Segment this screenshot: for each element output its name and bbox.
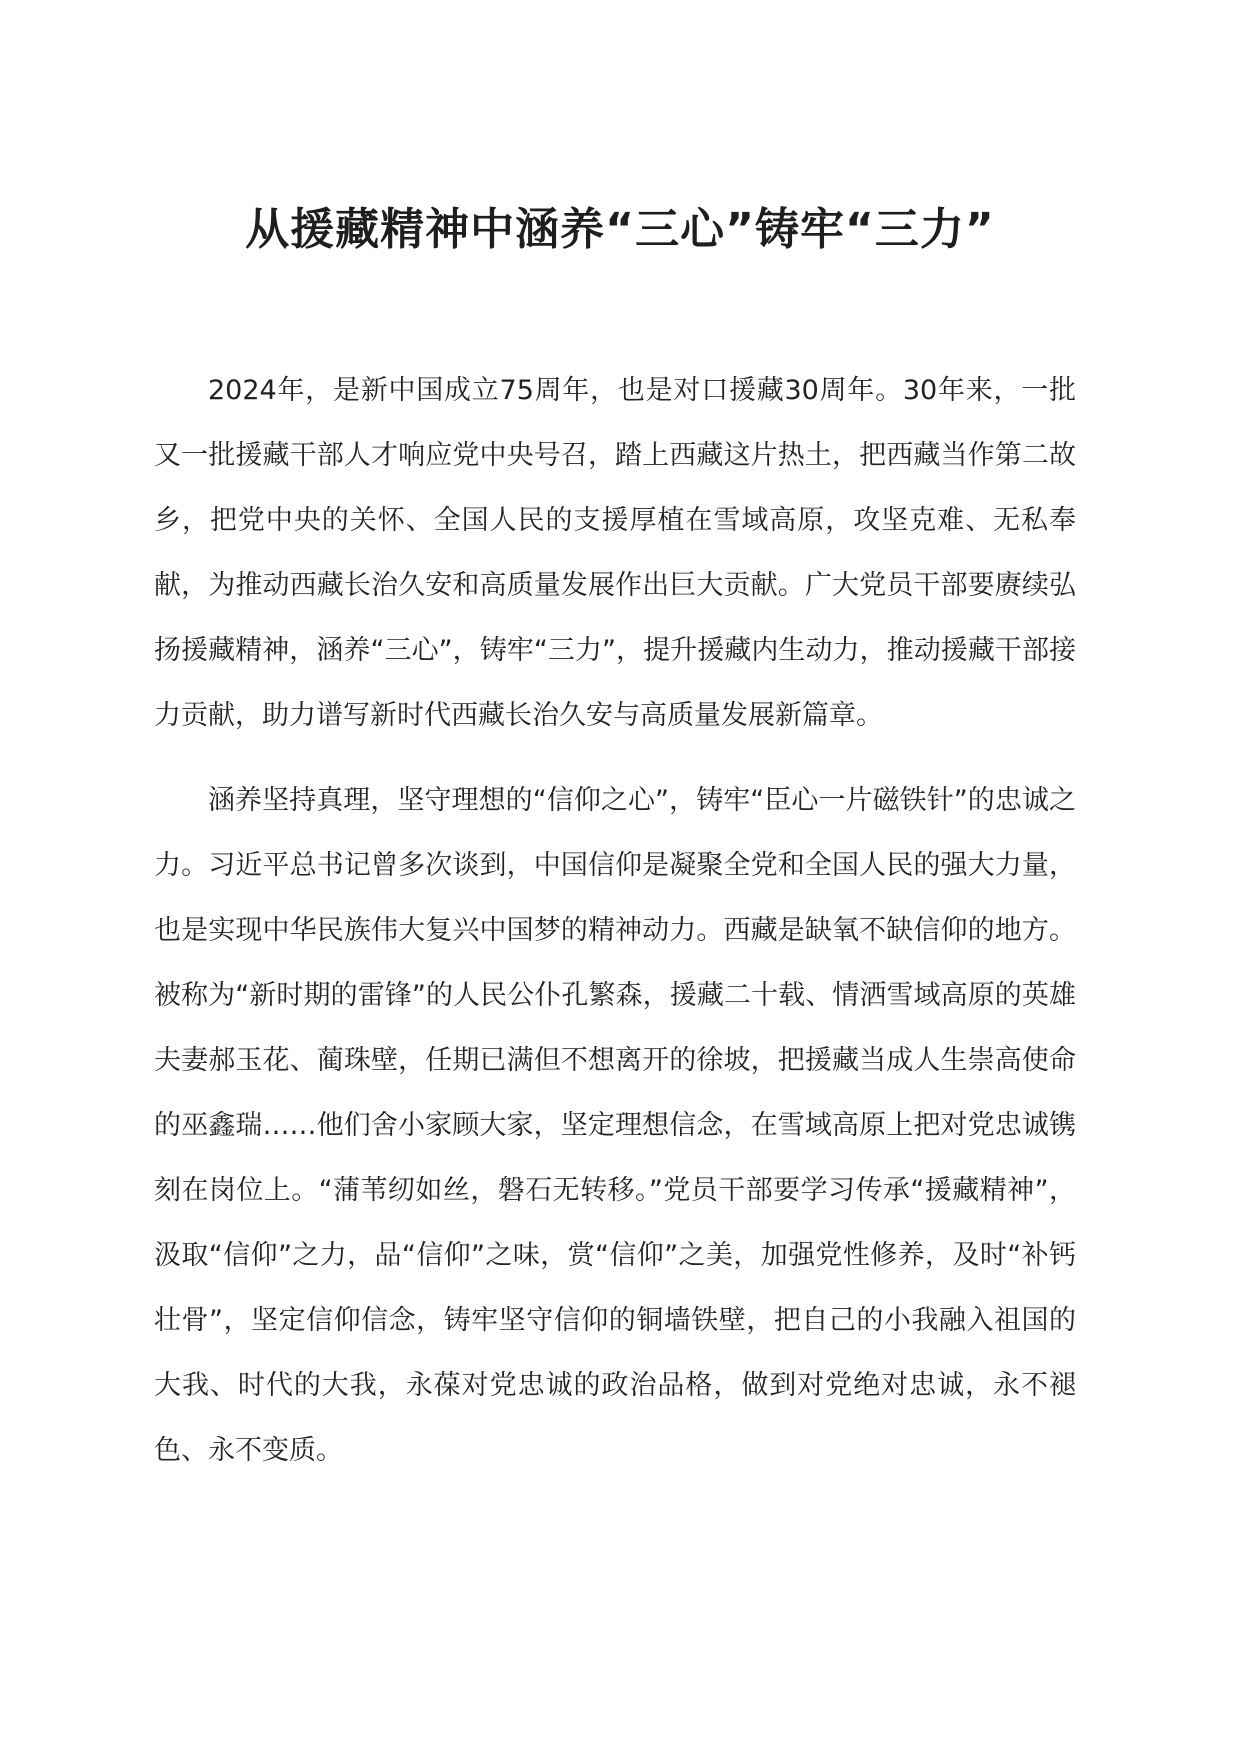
document-title: 从援藏精神中涵养“三心”铸牢“三力” bbox=[245, 204, 995, 255]
document-body bbox=[154, 358, 1076, 1503]
paragraph-1: 2024年，是新中国成立75周年，也是对口援藏30周年。30年来，一批又一批援藏干部人才响应党中央号召，踏上西藏这片热土，把西藏当作第二故乡，把党中央的关怀、全国人民的支援厚植在雪域高原，攻坚克难、无私奉献，为推动西藏长治久安和高质量发展作出巨大贡献。广大党员干部要赓续弘扬援藏精神，涵养“三心”，铸牢“三力”，提升援藏内生动力，推动援藏干部接力贡献，助力谱写新时代西藏长治久安与高质量发展新篇章。 bbox=[154, 375, 1076, 731]
paragraph-2: 涵养坚持真理，坚守理想的“信仰之心”，铸牢“臣心一片磁铁针”的忠诚之力。习近平总书记曾多次谈到，中国信仰是凝聚全党和全国人民的强大力量，也是实现中华民族伟大复兴中国梦的精神动力。西藏是缺氧不缺信仰的地方。被称为“新时期的雷锋”的人民公仆孔繁森，援藏二十载、情洒雪域高原的英雄夫妻郝玉花、蔺珠壁，任期已满但不想离开的徐坡，把援藏当成人生崇高使命的巫鑫瑞……他们舍小家顾大家，坚定理想信念，在雪域高原上把对党忠诚镌刻在岗位上。“蒲苇纫如丝，磐石无转移。”党员干部要学习传承“援藏精神”，汲取“信仰”之力，品“信仰”之味，赏“信仰”之美，加强党性修养，及时“补钙壮骨”，坚定信仰信念，铸牢坚守信仰的铜墙铁壁，把自己的小我融入祖国的大我、时代的大我，永葆对党忠诚的政治品格，做到对党绝对忠诚，永不褪色、永不变质。 bbox=[154, 785, 1076, 1466]
